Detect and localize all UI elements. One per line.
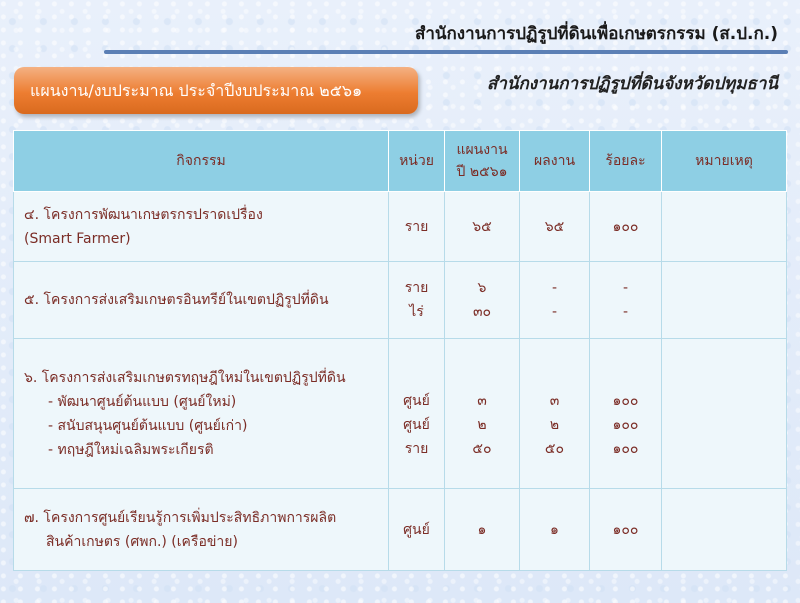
result-cell: ๑ (520, 489, 590, 571)
unit-cell: ศูนย์ (389, 489, 445, 571)
unit-cell (389, 339, 445, 489)
plan-value: ๖ (477, 280, 487, 296)
percent-cell: ๑๐๐ (590, 489, 662, 571)
plan-title-banner: แผนงาน/งบประมาณ ประจำปีงบประมาณ ๒๕๖๑ (14, 67, 418, 114)
plan-value: ๓๐ (472, 304, 492, 320)
plan-table-container (13, 130, 786, 568)
org-title: สำนักงานการปฏิรูปที่ดินเพื่อเกษตรกรรม (ส.ป.ก.) (414, 24, 778, 44)
unit-value: ศูนย์ (403, 393, 430, 409)
header-unit: หน่วย (389, 131, 445, 192)
header-remark: หมายเหตุ (662, 131, 787, 192)
remark-cell (662, 489, 787, 571)
result-value: - (551, 304, 558, 320)
header-activity: กิจกรรม (14, 131, 389, 192)
table-row (14, 339, 787, 489)
activity-sub-item: - สนับสนุนศูนย์ต้นแบบ (ศูนย์เก่า) (48, 417, 248, 434)
result-cell: ๖๕ (520, 192, 590, 262)
percent-cell (590, 262, 662, 339)
activity-cell (14, 489, 389, 571)
percent-value: - (622, 280, 629, 296)
plan-cell: ๖๕ (445, 192, 520, 262)
plan-table (13, 130, 787, 571)
table-header-row (14, 131, 787, 192)
percent-cell (590, 339, 662, 489)
unit-value: ไร่ (409, 304, 424, 320)
header-plan (445, 131, 520, 192)
header-plan-line1: แผนงาน (456, 142, 508, 158)
activity-text: ๗. โครงการศูนย์เรียนรู้การเพิ่มประสิทธิภาพการผลิต (24, 509, 337, 526)
unit-value: ราย (404, 441, 429, 457)
percent-cell: ๑๐๐ (590, 192, 662, 262)
percent-value: - (622, 304, 629, 320)
activity-cell (14, 192, 389, 262)
plan-value: ๕๐ (472, 441, 492, 457)
plan-value: ๓ (477, 393, 487, 409)
header-percent: ร้อยละ (590, 131, 662, 192)
plan-cell (445, 339, 520, 489)
percent-value: ๑๐๐ (612, 393, 639, 409)
plan-cell (445, 262, 520, 339)
unit-cell: ราย (389, 192, 445, 262)
percent-value: ๑๐๐ (612, 417, 639, 433)
remark-cell (662, 192, 787, 262)
activity-text: ๔. โครงการพัฒนาเกษตรกรปราดเปรื่อง (24, 206, 263, 223)
title-divider (104, 50, 788, 54)
plan-value: ๒ (477, 417, 487, 433)
unit-value: ศูนย์ (403, 417, 430, 433)
percent-value: ๑๐๐ (612, 441, 639, 457)
result-value: ๕๐ (544, 441, 565, 457)
header-result: ผลงาน (520, 131, 590, 192)
activity-sub-item: - ทฤษฎีใหม่เฉลิมพระเกียรติ (48, 441, 214, 458)
result-cell (520, 262, 590, 339)
activity-sub-item: - พัฒนาศูนย์ต้นแบบ (ศูนย์ใหม่) (48, 393, 237, 410)
activity-text: ๕. โครงการส่งเสริมเกษตรอินทรีย์ในเขตปฏิรูปที่ดิน (24, 292, 329, 308)
table-row (14, 262, 787, 339)
result-value: ๒ (549, 417, 560, 433)
result-value: - (551, 280, 558, 296)
result-cell (520, 339, 590, 489)
activity-text: สินค้าเกษตร (ศพก.) (เครือข่าย) (46, 533, 238, 550)
unit-value: ราย (404, 280, 429, 296)
remark-cell (662, 262, 787, 339)
remark-cell (662, 339, 787, 489)
province-office-title: สำนักงานการปฏิรูปที่ดินจังหวัดปทุมธานี (486, 74, 778, 94)
plan-cell: ๑ (445, 489, 520, 571)
activity-text: ๖. โครงการส่งเสริมเกษตรทฤษฎีใหม่ในเขตปฏิรูปที่ดิน (24, 369, 346, 386)
activity-cell (14, 262, 389, 339)
result-value: ๓ (549, 393, 560, 409)
activity-text: (Smart Farmer) (24, 230, 131, 247)
unit-cell (389, 262, 445, 339)
activity-cell (14, 339, 389, 489)
table-row (14, 489, 787, 571)
header-plan-line2: ปี ๒๕๖๑ (456, 164, 508, 180)
table-row (14, 192, 787, 262)
